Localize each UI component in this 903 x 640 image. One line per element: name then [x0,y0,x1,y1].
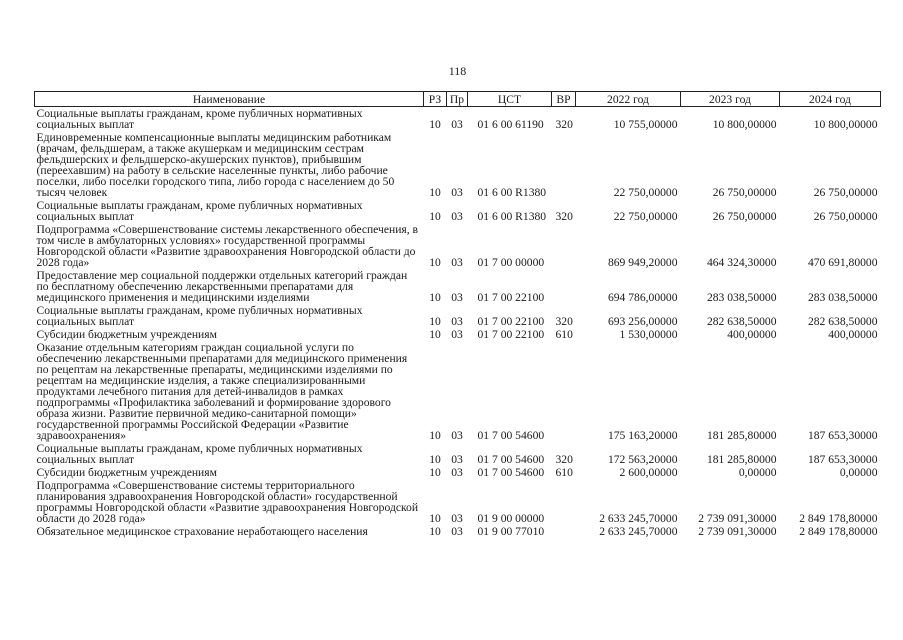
row-2022: 2 633 245,70000 [599,512,678,525]
table-row [35,269,881,304]
row-pr: 03 [451,315,463,328]
table-header-row [35,92,881,107]
row-2023: 464 324,30000 [706,256,777,269]
page-number: 118 [448,64,467,78]
header-pr: Пр [447,92,468,107]
header-2024: 2024 год [780,92,881,107]
row-vr [552,341,576,442]
row-pr: 03 [451,256,463,269]
header-2023: 2023 год [681,92,780,107]
row-pr: 03 [451,210,463,223]
row-cst: 01 9 00 77010 [477,525,545,538]
row-2024: 187 653,30000 [807,453,878,466]
row-vr: 320 [555,453,573,466]
row-cst: 01 7 00 22100 [477,291,545,304]
row-name: Субсидии бюджетным учреждениям [36,328,217,341]
row-2024: 10 800,00000 [813,118,878,131]
row-name: Единовременные компенсационные выплаты медицинским работникам (врачам, фельдшерам, а также акушеркам и медицинским сестрам фельдшерских и фельдшерско-акушерских пунктов), прибывшим (переехавшим) на работу в сельские населенные пункты, либо рабочие поселки, либо поселки городского типа, либо города с населением до 50 тысяч человек [36,131,395,199]
row-2023: 10 800,00000 [712,118,777,131]
row-rz: 10 [429,118,441,131]
row-2023: 2 739 091,30000 [698,512,777,525]
row-rz: 10 [429,315,441,328]
row-2024: 400,00000 [828,328,878,341]
row-2022: 10 755,00000 [613,118,678,131]
header-rz: РЗ [424,92,447,107]
row-2024: 2 849 178,80000 [799,512,878,525]
table-body [35,107,881,539]
table-row [35,525,881,538]
row-cst: 01 6 00 R1380 [477,186,547,199]
row-2022: 694 786,00000 [607,291,678,304]
row-vr [552,223,576,269]
row-name: Подпрограмма «Совершенствование системы территориального планирования здравоохранения Новгородской области» государственной программы Новгородской области «Развитие здравоохранения Новгородской области до 2028 года» [36,479,419,525]
row-vr: 320 [555,118,573,131]
table-row [35,223,881,269]
budget-table [34,91,881,538]
row-2023: 181 285,80000 [706,429,777,442]
row-rz: 10 [429,328,441,341]
row-vr [552,269,576,304]
row-cst: 01 7 00 54600 [477,466,545,479]
row-rz: 10 [429,466,441,479]
row-cst: 01 7 00 22100 [477,315,545,328]
row-rz: 10 [429,186,441,199]
row-cst: 01 7 00 54600 [477,429,545,442]
row-rz: 10 [429,525,441,538]
row-pr: 03 [451,328,463,341]
row-2023: 0,00000 [738,466,777,479]
row-pr: 03 [451,453,463,466]
row-pr: 03 [451,466,463,479]
row-cst: 01 9 00 00000 [477,512,545,525]
table-row [35,199,881,223]
row-name: Оказание отдельным категориям граждан социальной услуги по обеспечению лекарственными препаратами для медицинского применения по рецептам на лекарственные препараты, медицинскими изделиями по рецептам на медицинские изделия, а также специализированными продуктами лечебного питания для детей-инвалидов в рамках подпрограммы «Профилактика заболеваний и формирование здорового образа жизни. Развитие первичной медико-санитарной помощи» государственной программы Российской Федерации «Развитие здравоохранения» [36,341,408,442]
table-row [35,466,881,479]
table-row [35,131,881,199]
row-2023: 181 285,80000 [706,453,777,466]
row-2022: 2 633 245,70000 [599,525,678,538]
row-2023: 26 750,00000 [712,210,777,223]
header-2022: 2022 год [576,92,681,107]
row-rz: 10 [429,210,441,223]
row-2024: 0,00000 [839,466,878,479]
table-row [35,479,881,525]
table-row [35,442,881,466]
header-name: Наименование [35,92,424,107]
row-2023: 282 638,50000 [706,315,777,328]
row-2022: 22 750,00000 [613,186,678,199]
row-name: Субсидии бюджетным учреждениям [36,466,217,479]
row-pr: 03 [451,186,463,199]
row-2024: 2 849 178,80000 [799,525,878,538]
row-vr [552,525,576,538]
row-name: Подпрограмма «Совершенствование системы лекарственного обеспечения, в том числе в амбулаторных условиях» государственной программы Новгородской области «Развитие здравоохранения Новгородской области до 2028 года» [36,223,419,269]
row-rz: 10 [429,453,441,466]
row-cst: 01 7 00 54600 [477,453,545,466]
row-cst: 01 7 00 22100 [477,328,545,341]
row-name: Социальные выплаты гражданам, кроме публичных нормативных социальных выплат [36,442,363,466]
row-2022: 2 600,00000 [619,466,678,479]
header-cst: ЦСТ [468,92,552,107]
row-cst: 01 6 00 61190 [477,118,544,131]
row-name: Социальные выплаты гражданам, кроме публичных нормативных социальных выплат [36,304,363,328]
row-pr: 03 [451,525,463,538]
row-pr: 03 [451,512,463,525]
table-row [35,341,881,442]
row-2022: 1 530,00000 [619,328,678,341]
row-vr: 610 [555,328,573,341]
row-2024: 470 691,80000 [807,256,878,269]
row-pr: 03 [451,291,463,304]
row-2024: 26 750,00000 [813,186,878,199]
table-row [35,107,881,132]
row-2022: 869 949,20000 [607,256,678,269]
row-rz: 10 [429,429,441,442]
row-2022: 175 163,20000 [607,429,678,442]
row-cst: 01 7 00 00000 [477,256,545,269]
row-vr [552,479,576,525]
row-2023: 26 750,00000 [712,186,777,199]
row-2024: 282 638,50000 [807,315,878,328]
row-vr: 610 [555,466,573,479]
row-rz: 10 [429,256,441,269]
row-pr: 03 [451,429,463,442]
row-2022: 693 256,00000 [607,315,678,328]
row-rz: 10 [429,512,441,525]
table-row [35,328,881,341]
table-row [35,304,881,328]
row-vr: 320 [555,315,573,328]
row-cst: 01 6 00 R1380 [477,210,547,223]
row-2023: 283 038,50000 [706,291,777,304]
row-2024: 283 038,50000 [807,291,878,304]
row-pr: 03 [451,118,463,131]
row-name: Социальные выплаты гражданам, кроме публичных нормативных социальных выплат [36,107,363,131]
row-2022: 172 563,20000 [607,453,678,466]
row-2024: 187 653,30000 [807,429,878,442]
row-vr: 320 [555,210,573,223]
row-rz: 10 [429,291,441,304]
row-name: Предоставление мер социальной поддержки отдельных категорий граждан по бесплатному обеспечению лекарственными препаратами для медицинского применения и медицинскими изделиями [36,269,408,304]
row-name: Социальные выплаты гражданам, кроме публичных нормативных социальных выплат [36,199,363,223]
row-name: Обязательное медицинское страхование неработающего населения [36,525,368,538]
row-2023: 2 739 091,30000 [698,525,777,538]
row-2023: 400,00000 [727,328,777,341]
row-vr [552,131,576,199]
row-2024: 26 750,00000 [813,210,878,223]
header-vr: ВР [552,92,576,107]
row-2022: 22 750,00000 [613,210,678,223]
